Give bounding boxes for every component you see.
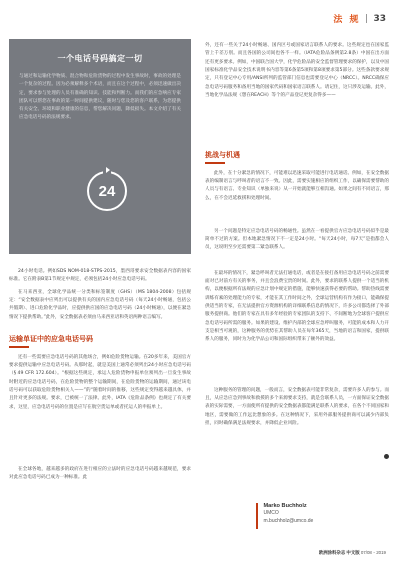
left-column (9, 268, 191, 483)
author-rule (256, 503, 258, 529)
author-info (264, 502, 314, 525)
footer-publication: 欧洲涂料杂志 中文版 (318, 550, 360, 555)
left-paragraph-2: 在马来西亚，全球化学品统一分类和标签制度（GHS）（MS 1804-2008）包括规定：“安全数据表中应列出可以提供有关的国内应急电话号码（每天24小时畅通，包括公共假期）、进口危险化学品时，应提供供应国的应急电话号码（24小时畅通），以便在紧急情况下提供帮助。”此外，安全数据表必须由马来西亚语和英语两种语言编写。 (9, 289, 191, 320)
page-footer (319, 550, 386, 556)
right-paragraph-5: 这种服务的管理的问题，一般而言，安全数据表可能非常复杂，需要许多人的参与。而且，从应急应急到事故和救援的多个来源要求支持，就是会联系人员，一方面保证安全数据表的实际需要，一方面使所有提供的安全数据表都能满足联系人的要求，在各个不同国家和地区，需要做的工作远比想象的多。在这种情况下，采用外部服务提供商可以减少内部负担，同时确保满足法规要求，并降低企业风险。 (205, 387, 389, 426)
left-paragraph-1: 24小时电话。例如SDS NOM-018-STPS-2015，墨西哥要求安全数据表内容的国家标准。它在附表B第1节规定中规定，必须包括24小时应急电话号码。 (9, 269, 191, 283)
end-mark-wrap (205, 446, 389, 465)
left-subhead-underline (9, 346, 29, 348)
right-column (205, 42, 389, 465)
page-number: 33 (373, 13, 386, 24)
box-title: 一个电话号码搞定一切 (57, 54, 143, 63)
clock-24h-icon (87, 171, 127, 211)
footer-issue: 07/08・2019 (360, 550, 386, 555)
right-paragraph-4: 在最坏的情况下，紧急呼叫者无法打通电话，或者是在接打备用应急电话号码之前需要面对已对前方有关的事务，并且会浪费宝贵的时间。此外，要求的联系人提供一个适当的机构，以便根据所有法规的应急计划中规定的措施，能够快速获得必要的帮助。帮助热线需要训练有素的处理能力的专家，才能在其工作时间之外，全球运营机构有作为接口，能确保提供适当的专家，在无法提供官方资源机构的详细联系信息的情况下，许多公司都选择了外部服务提供商。他们的专家在具有多年经验的专家团队的支持下、不间断地为全球客户提供应急电话号码所需的服务。如果的建设、维护内部的全球应急呼叫服务，可能的成本和人力开支是相当可观的，这种服务的优势在其帮助人员在每年365天，当地的语言和国家，提供联系人的服务，同时为为化学品公司和国际组织带来了额外的效益。 (205, 270, 389, 343)
author-email[interactable]: m.buchholz@umco.de (263, 517, 314, 524)
right-paragraph-1: 外，还有一些关于24小时畅通、国内区号或国家语言联系人的要求。这些规定也在国家监管上千差万别。而且各国的公司间也各不一样。（IATA危险品条例第2.8条）中国在出方面还有更多要求。例如，中国联合国大学，化学危险品的安全监督管理要求的保护，以及中国国家标准化学品安全技术说明书内容等第6条第5项和第8项要求第5部分。这些条款要求规定，只有登记中心专用/ANSI所列的监管部门信息也需要登记中心（NRCC）。NRCC确保应急电话号码服务和备用当地的国家代码和国家语言联系人。请记住，这只涉及运输。此外，当地化学品法规《想在REACH》等个的产品登记更复杂得多—— (205, 43, 389, 99)
page-header (333, 12, 386, 25)
right-paragraph-3: 另一个问题是特定应急电话号码的畅通性。虽然在一看提供官方应急电话号码似乎是最简单不过的方案。但本地紧急情况下不一定是24小时。“每天24小时，每7天”是指都会人员，这说明至少还需要第二紧急联系人。 (205, 228, 389, 251)
right-paragraph-2: 此外，在十分紧急的情况下，可能难以迅速采取可能进行电话通话。例如，在安全数据表的编制语言与呼叫者的语言不一致。因此，需要实施相应的组织工作，以确保需要帮助的人员与有语言、专业知识（单独来说）从一开始就能够互相沟通。如果之间有不同语言，那么，在不会迟延救援和处理时间。 (205, 170, 389, 201)
right-subhead-underline (205, 162, 225, 164)
end-mark-icon (384, 454, 389, 459)
left-paragraph-4: 在全球各地，越来越多的政府在进行相应的立法时的应急电话号码越来越规范，要求对此应急电话号码已成为一种标准。此 (9, 466, 191, 480)
box-text: 与通过和运输化学物质、混合物和危险货物的过程中发生事故时，事故的处理是一个复杂的过程。因为必须解释多个术语，而且在这个过程中，必须迅速做出决定，要求参与处理的人员有准确的知识、技能和判断力。而我们的应急响应专家团队可以帮您在事故的第一时间提供建议，随时与您及您的客户联系，为您提供有关安全、环境和职业健康的信息，帮您解决问题，降低损失。本文介绍了有关应急电话号码的法规要求。 (19, 74, 181, 121)
right-subhead-block (205, 150, 389, 164)
header-divider (366, 14, 367, 23)
left-subhead-block (9, 334, 191, 348)
left-paragraph-3: 还有一些需要应急电话号码的其他场合，例如危险货物运输。在20多年来，美国官方要求提供运输中应急电话号码。从那时起，就是美国上通常必须列出24小时应急电话号码（§ 49 CFR 172.604）。“根据这些规定，承运人危险货物申报单位须列出一旦发生事故时附近的应急电话号码，在危险货物的整个运输期间，在危险货物的运输期间，通过该电话号码可以获取危险货物相关人——”的“随着时间的推移，这些规定变得越来越具体，并且针对更多的法规。要求，已被统一了法律。此外，IATA《危险品条例》也规定了有关要求，这里，应急电话号码的位置是应写在航空货运单或者托运人的申报单上。 (9, 354, 191, 410)
clock-number: 24 (98, 182, 116, 200)
author-name: Marko Buchholz (263, 503, 307, 509)
clock-arrow-icon (106, 167, 110, 173)
section-title: 法 规 (333, 15, 361, 25)
sidebar-box (9, 39, 191, 254)
left-subhead: 运输单证中的应急电话号码 (9, 336, 93, 344)
right-subhead: 挑战与机遇 (205, 152, 240, 159)
author-company: UMCO (263, 510, 279, 516)
author-block (256, 502, 313, 529)
